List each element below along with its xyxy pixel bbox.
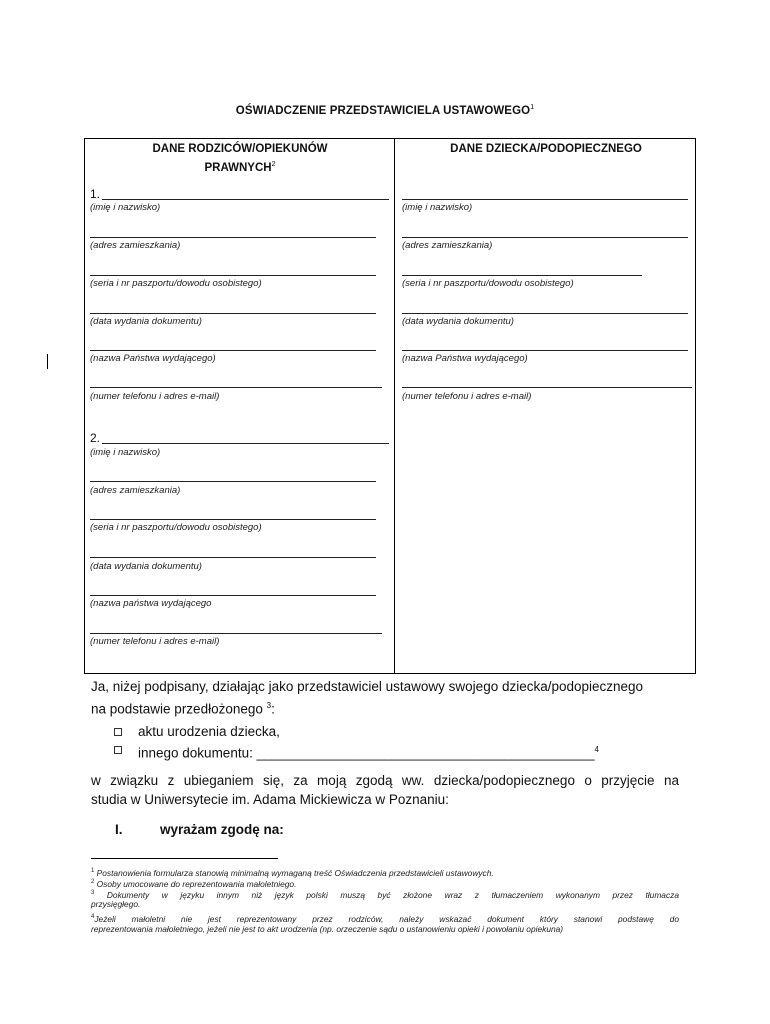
child-issuing-country-label: (nazwa Państwa wydającego) (402, 353, 528, 364)
person1-number: 1. (90, 187, 101, 201)
person2-number: 2. (90, 431, 101, 445)
child-id-line[interactable] (402, 275, 642, 276)
child-contact-label: (numer telefonu i adres e-mail) (402, 391, 532, 402)
child-name-label: (imię i nazwisko) (402, 202, 473, 213)
person2-name-label: (imię i nazwisko) (90, 447, 161, 458)
person1-name-line[interactable] (102, 199, 389, 200)
person2-address-line[interactable] (90, 481, 376, 482)
other-document-checkbox[interactable] (114, 746, 122, 754)
statement-line1: Ja, niżej podpisany, działając jako przedstawiciel ustawowy swojego dziecka/podopiecznego (91, 679, 644, 694)
table-column-divider (394, 138, 395, 674)
person1-id-label: (seria i nr paszportu/dowodu osobistego) (90, 278, 262, 289)
consent-line2: studia w Uniwersytecie im. Adama Mickiewicza w Poznaniu: (91, 792, 449, 807)
child-address-line[interactable] (402, 237, 688, 238)
person2-contact-line[interactable] (90, 633, 382, 634)
page-title: OŚWIADCZENIE PRZEDSTAWICIELA USTAWOWEGO$^1$ (235, 104, 535, 117)
person1-issue-date-label: (data wydania dokumentu) (90, 316, 202, 327)
person2-issue-date-line[interactable] (90, 557, 376, 558)
birth-certificate-label: aktu urodzenia dziecka, (138, 724, 280, 739)
person1-address-label: (adres zamieszkania) (90, 240, 181, 251)
left-column-header: DANE RODZICÓW/OPIEKUNÓW PRAWNYCH$^2$ (152, 143, 328, 174)
footnote-4-line1: $^4$Jeżeli małoletni nie jest reprezentowany przez rodziców, należy wskazać dokument który stanowi podstawę do (91, 913, 679, 924)
person2-name-line[interactable] (102, 443, 389, 444)
right-column-header: DANE DZIECKA/PODOPIECZNEGO (450, 143, 642, 155)
birth-certificate-checkbox[interactable] (114, 728, 122, 736)
person2-contact-label: (numer telefonu i adres e-mail) (90, 636, 220, 647)
child-issue-date-line[interactable] (402, 313, 688, 314)
section-heading: wyrażam zgodę na: (160, 822, 284, 837)
person2-address-label: (adres zamieszkania) (90, 485, 181, 496)
child-address-label: (adres zamieszkania) (402, 240, 493, 251)
other-document-label: innego dokumentu: _____________________________________________$^4$ (138, 745, 599, 761)
person1-issuing-country-line[interactable] (90, 350, 376, 351)
person1-issue-date-line[interactable] (90, 313, 376, 314)
person2-issue-date-label: (data wydania dokumentu) (90, 561, 202, 572)
person1-contact-label: (numer telefonu i adres e-mail) (90, 391, 220, 402)
child-id-label: (seria i nr paszportu/dowodu osobistego) (402, 278, 574, 289)
person1-id-line[interactable] (90, 275, 376, 276)
person2-id-label: (seria i nr paszportu/dowodu osobistego) (90, 522, 262, 533)
footnote-3-line2: przysięgłego. (91, 899, 141, 909)
footnote-4-line2: reprezentowania małoletniego, jeżeli nie jest to akt urodzenia (np. orzeczenie sądu o ustanowieniu opieki i powołaniu opiekuna) (91, 924, 564, 934)
section-numeral: I. (115, 822, 123, 837)
child-issue-date-label: (data wydania dokumentu) (402, 316, 514, 327)
footnote-3-line1: $^3$ Dokumenty w języku innym niż język polski muszą być złożone wraz z tłumaczeniem wykonanym przez tłumacza (91, 889, 679, 900)
child-contact-line[interactable] (402, 387, 692, 388)
data-table (84, 138, 696, 674)
person2-issuing-country-line[interactable] (90, 595, 376, 596)
statement-line2: na podstawie przedłożonego $^3$: (91, 701, 275, 717)
person1-contact-line[interactable] (90, 387, 382, 388)
child-issuing-country-line[interactable] (402, 350, 688, 351)
person2-issuing-country-label: (nazwa państwa wydającego (90, 598, 212, 609)
person2-id-line[interactable] (90, 519, 376, 520)
person1-name-label: (imię i nazwisko) (90, 202, 161, 213)
consent-line1: w związku z ubieganiem się, za moją zgodą ww. dziecka/podopiecznego o przyjęcie na (91, 773, 679, 788)
footnote-1: $^1$ Postanowienia formularza stanowią minimalną wymaganą treść Oświadczenia przedstawicieli ustawowych. (91, 867, 494, 878)
footnote-separator (91, 858, 278, 859)
text-cursor (47, 354, 48, 369)
person1-address-line[interactable] (90, 237, 376, 238)
child-name-line[interactable] (402, 199, 688, 200)
footnote-2: $^2$ Osoby umocowane do reprezentowania małoletniego. (91, 878, 297, 889)
person1-issuing-country-label: (nazwa Państwa wydającego) (90, 353, 216, 364)
